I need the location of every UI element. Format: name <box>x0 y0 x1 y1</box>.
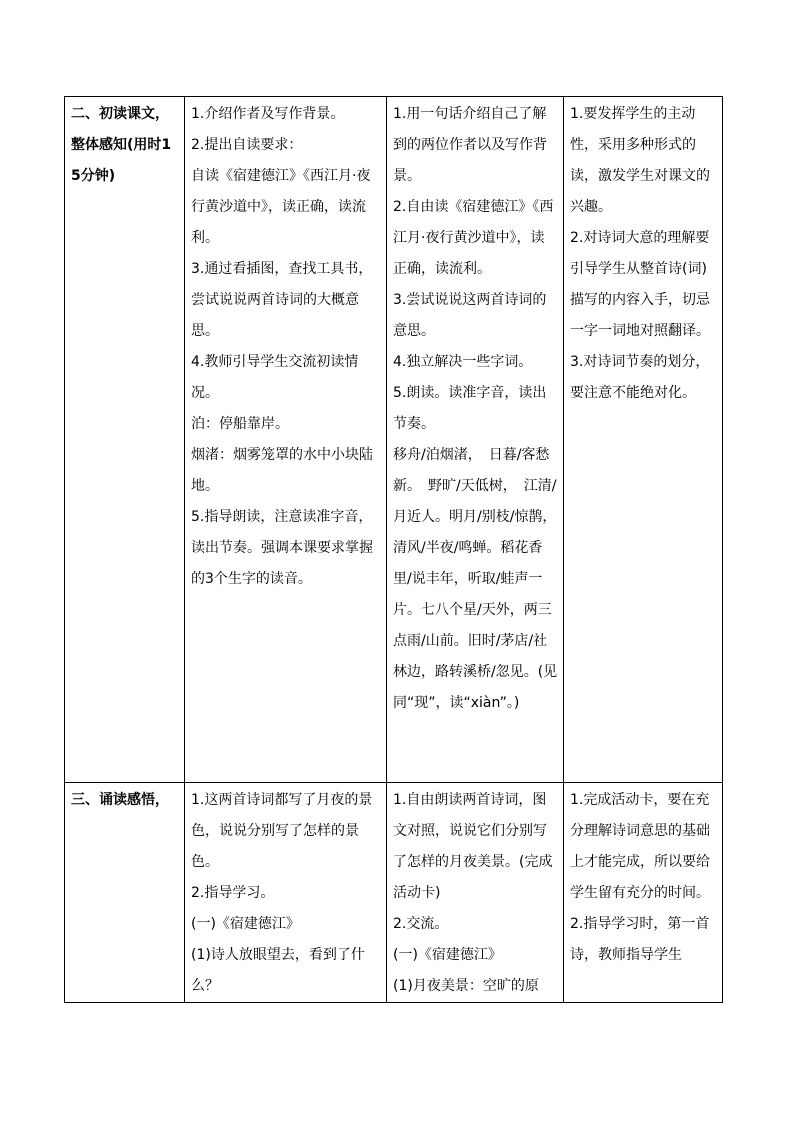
stage-cell <box>65 97 185 783</box>
text-line: 2.提出自读要求： <box>191 137 303 153</box>
table-row <box>65 783 723 1003</box>
text-line: 移舟/泊烟渚， 日暮/客愁新。 野旷/天低树， 江清/月近人。明月/别枝/惊鹊，清风/半夜/鸣蝉。稻花香里/说丰年，听取/蛙声一片。七八个星/天外，两三点雨/山前。旧时/茅店/社林边，路转溪桥/忽见。(见同“现”，读“xiàn”。) <box>393 447 558 711</box>
text-line: 1.自由朗读两首诗词，图文对照，说说它们分别写了怎样的月夜美景。(完成活动卡) <box>393 792 553 901</box>
student-activity-cell <box>387 97 564 783</box>
lesson-plan-table <box>64 96 723 1003</box>
text-line: 5.朗读。读准字音，读出节奏。 <box>393 385 547 432</box>
text-line: (1)月夜美景：空旷的原 <box>393 978 539 994</box>
text-line: 1.用一句话介绍自己了解到的两位作者以及写作背景。 <box>393 106 547 184</box>
text-line: (一)《宿建德江》 <box>191 916 300 932</box>
text-line: 1.完成活动卡，要在充分理解诗词意思的基础上才能完成，所以要给学生留有充分的时间。 <box>570 792 710 901</box>
text-line: 自读《宿建德江》《西江月·夜行黄沙道中》，读正确，读流利。 <box>191 168 371 246</box>
table-row <box>65 97 723 783</box>
text-line: 3.通过看插图，查找工具书，尝试说说两首诗词的大概意思。 <box>191 261 373 339</box>
text-line: 5.指导朗读，注意读准字音，读出节奏。强调本课要求掌握的3个生字的读音。 <box>191 509 373 587</box>
text-line: 烟渚：烟雾笼罩的水中小块陆地。 <box>191 447 373 494</box>
teacher-activity-cell <box>185 97 387 783</box>
text-line: 3.对诗词节奏的划分，要注意不能绝对化。 <box>570 354 710 401</box>
design-intent-cell <box>564 783 723 1003</box>
text-line: 泊：停船靠岸。 <box>191 416 289 432</box>
student-activity-cell <box>387 783 564 1003</box>
text-line: 1.这两首诗词都写了月夜的景色，说说分别写了怎样的景色。 <box>191 792 373 870</box>
teacher-activity-cell <box>185 783 387 1003</box>
stage-label: 三、诵读感悟， <box>71 792 169 808</box>
text-line: 2.自由读《宿建德江》《西江月·夜行黄沙道中》，读正确，读流利。 <box>393 199 554 277</box>
text-line: 4.独立解决一些字词。 <box>393 354 533 370</box>
text-line: 4.教师引导学生交流初读情况。 <box>191 354 359 401</box>
text-line: 2.指导学习时，第一首诗，教师指导学生 <box>570 916 710 963</box>
design-intent-cell <box>564 97 723 783</box>
text-line: 1.介绍作者及写作背景。 <box>191 106 345 122</box>
text-line: 2.交流。 <box>393 916 449 932</box>
text-line: (1)诗人放眼望去，看到了什么？ <box>191 947 365 994</box>
text-line: 3.尝试说说这两首诗词的意思。 <box>393 292 547 339</box>
text-line: 2.指导学习。 <box>191 885 275 901</box>
stage-cell <box>65 783 185 1003</box>
text-line: 2.对诗词大意的理解要引导学生从整首诗(词)描写的内容入手，切忌一字一词地对照翻译。 <box>570 230 710 339</box>
text-line: (一)《宿建德江》 <box>393 947 502 963</box>
stage-label: 二、初读课文，整体感知(用时15分钟) <box>71 106 172 184</box>
text-line: 1.要发挥学生的主动性，采用多种形式的读，激发学生对课文的兴趣。 <box>570 106 710 215</box>
